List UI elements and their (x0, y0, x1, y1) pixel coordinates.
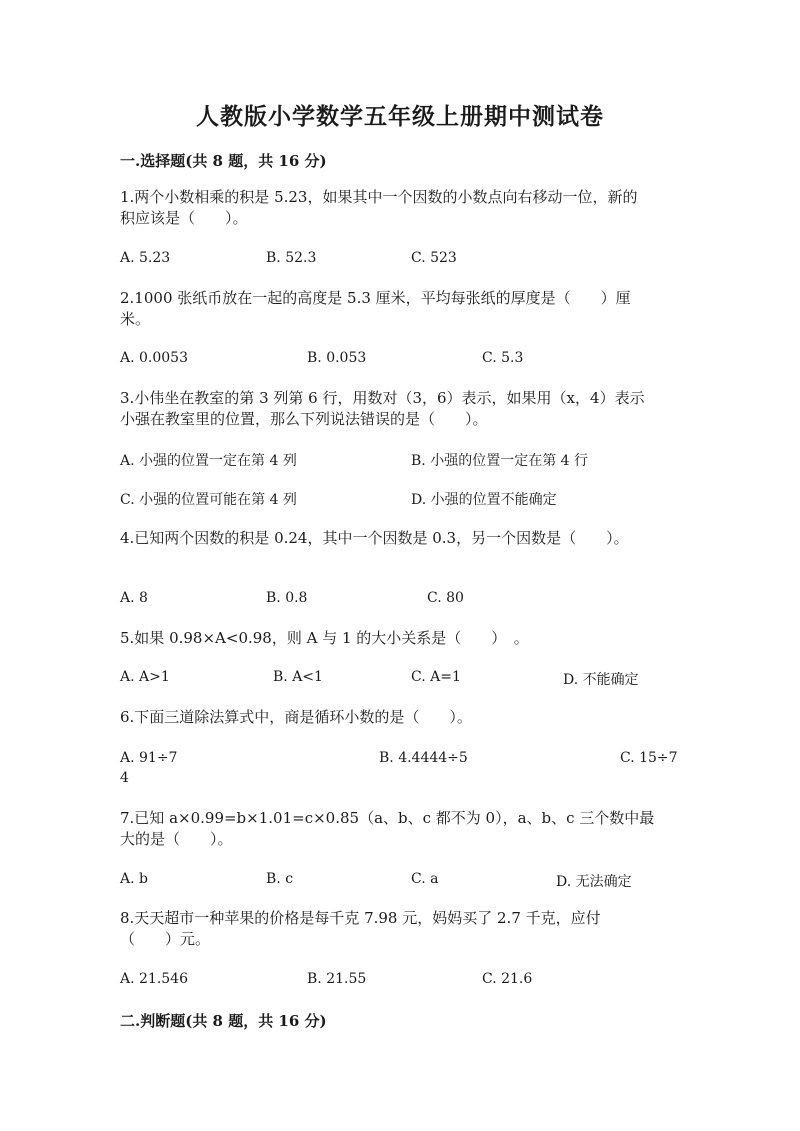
option-c-overflow: 4 (120, 770, 129, 786)
question-1 (120, 187, 680, 229)
option-d[interactable]: D. 无法确定 (556, 874, 632, 890)
option-c[interactable]: C. 15÷7 (620, 750, 678, 766)
question-text: 5.如果 0.98×A<0.98，则 A 与 1 的大小关系是（ ） 。 (120, 629, 529, 647)
question-text: 大的是（ ）。 (120, 830, 233, 848)
question-text: （ ）元。 (120, 930, 211, 948)
option-a[interactable]: A. A>1 (120, 669, 170, 685)
option-b[interactable]: B. 0.8 (266, 590, 308, 606)
question-2 (120, 288, 680, 330)
question-text: 4.已知两个因数的积是 0.24，其中一个因数是 0.3，另一个因数是（ ）。 (120, 529, 629, 547)
question-text: 6.下面三道除法算式中，商是循环小数的是（ ）。 (120, 708, 472, 726)
question-text: 1.两个小数相乘的积是 5.23，如果其中一个因数的小数点向右移动一位，新的 (120, 188, 638, 206)
option-c[interactable]: C. a (411, 871, 439, 887)
option-c[interactable]: C. 小强的位置可能在第 4 列 (120, 492, 297, 508)
question-8 (120, 908, 680, 950)
question-text: 3.小伟坐在教室的第 3 列第 6 行，用数对（3，6）表示，如果用（x，4）表示 (120, 389, 645, 407)
option-c[interactable]: C. 80 (427, 590, 464, 606)
page-title: 人教版小学数学五年级上册期中测试卷 (196, 103, 604, 130)
question-text: 积应该是（ ）。 (120, 209, 248, 227)
question-7 (120, 808, 680, 850)
question-5 (120, 628, 680, 649)
option-a[interactable]: A. 8 (120, 590, 148, 606)
option-c[interactable]: C. 523 (411, 250, 457, 266)
option-a[interactable]: A. b (120, 871, 148, 887)
question-3 (120, 388, 680, 430)
option-c[interactable]: C. 5.3 (482, 350, 524, 366)
option-b[interactable]: B. 0.053 (307, 350, 367, 366)
option-b[interactable]: B. c (266, 871, 294, 887)
option-d[interactable]: D. 不能确定 (563, 672, 639, 688)
option-a[interactable]: A. 0.0053 (120, 350, 188, 366)
option-b[interactable]: B. A<1 (273, 669, 323, 685)
question-text: 2.1000 张纸币放在一起的高度是 5.3 厘米，平均每张纸的厚度是（ ）厘 (120, 289, 631, 307)
question-text: 小强在教室里的位置，那么下列说法错误的是（ ）。 (120, 410, 488, 428)
option-b[interactable]: B. 4.4444÷5 (379, 750, 468, 766)
question-text: 8.天天超市一种苹果的价格是每千克 7.98 元，妈妈买了 2.7 千克，应付 (120, 909, 601, 927)
option-c[interactable]: C. 21.6 (482, 971, 533, 987)
question-6 (120, 707, 680, 728)
question-text: 7.已知 a×0.99=b×1.01=c×0.85（a、b、c 都不为 0），a、b、c 三个数中最 (120, 809, 655, 827)
section-heading-judgment: 二.判断题(共 8 题，共 16 分) (120, 1012, 327, 1030)
option-b[interactable]: B. 52.3 (266, 250, 317, 266)
question-4 (120, 528, 680, 549)
option-b[interactable]: B. 小强的位置一定在第 4 行 (411, 453, 588, 469)
option-a[interactable]: A. 91÷7 (120, 750, 178, 766)
option-b[interactable]: B. 21.55 (307, 971, 367, 987)
option-a[interactable]: A. 21.546 (120, 971, 188, 987)
section-heading-choice: 一.选择题(共 8 题，共 16 分) (120, 152, 327, 170)
option-d[interactable]: D. 小强的位置不能确定 (411, 492, 557, 508)
option-a[interactable]: A. 小强的位置一定在第 4 列 (120, 453, 297, 469)
question-text: 米。 (120, 310, 151, 328)
option-a[interactable]: A. 5.23 (120, 250, 171, 266)
option-c[interactable]: C. A=1 (411, 669, 461, 685)
